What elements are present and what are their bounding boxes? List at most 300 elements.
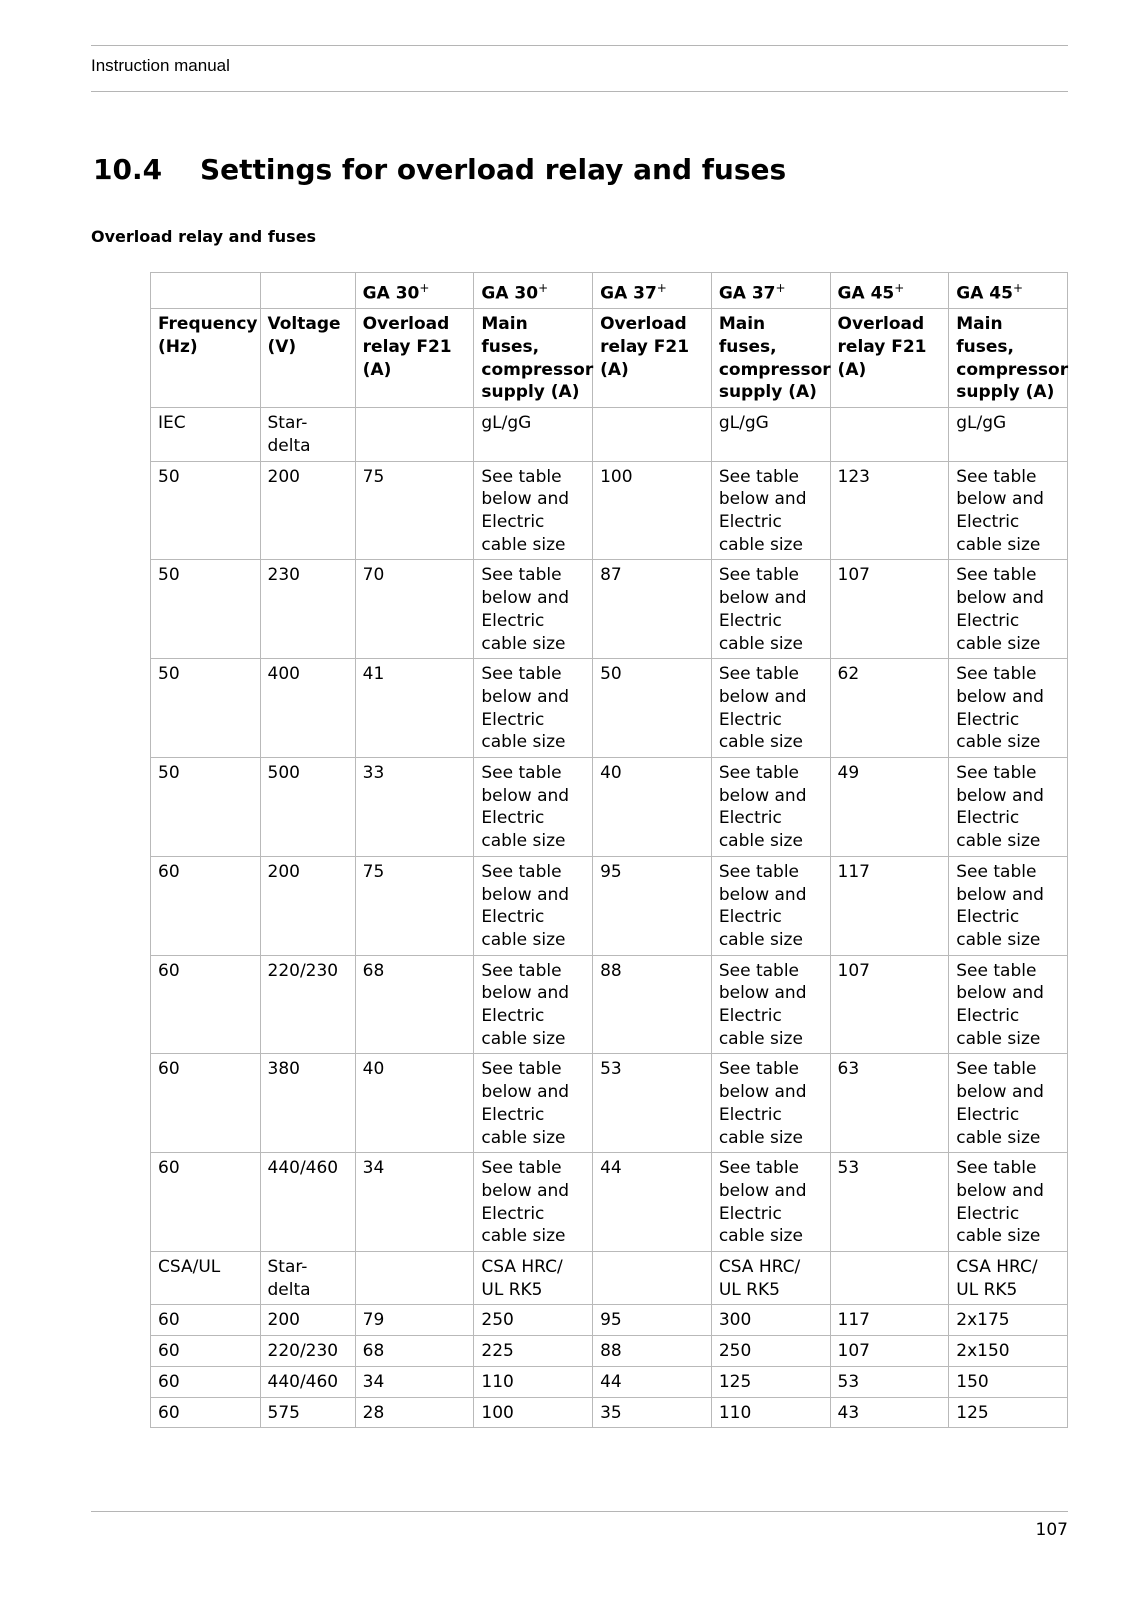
- cell-line: 50: [158, 466, 180, 487]
- table-cell: [711, 560, 830, 659]
- model-name: GA 37: [718, 283, 776, 304]
- table-cell: [260, 1336, 355, 1367]
- cell-line: relay F21: [362, 337, 452, 358]
- cell-line: 75: [362, 861, 385, 882]
- cell-line: 220/230: [267, 1341, 339, 1362]
- cell-line: 68: [362, 1341, 385, 1362]
- cell-line: cable size: [956, 633, 1041, 654]
- cell-line: Electric: [956, 709, 1020, 730]
- cell-line: below and: [481, 983, 570, 1004]
- cell-line: (A): [600, 359, 629, 380]
- table-cell: [355, 1336, 474, 1367]
- table-cell: [593, 1366, 712, 1397]
- cell-line: cable size: [718, 534, 803, 555]
- cell-line: below and: [481, 884, 570, 905]
- cell-line: 63: [837, 1059, 860, 1080]
- model-suffix: +: [775, 281, 786, 295]
- cell-line: 35: [600, 1402, 622, 1423]
- table-body: [151, 408, 1068, 1428]
- table-cell: [593, 1305, 712, 1336]
- table-cell: [355, 1054, 474, 1153]
- cell-line: 50: [158, 565, 180, 586]
- column-header-cell: [355, 309, 474, 408]
- cell-line: 200: [267, 466, 300, 487]
- cell-line: relay F21: [837, 337, 927, 358]
- table-cell: [151, 408, 261, 461]
- table-cell: [151, 955, 261, 1054]
- table-cell: [355, 408, 474, 461]
- cell-line: Electric: [956, 1006, 1020, 1027]
- cell-line: below and: [481, 1180, 570, 1201]
- table-cell: [151, 1366, 261, 1397]
- table-cell: [260, 1252, 355, 1305]
- model-header-cell: [711, 273, 830, 309]
- column-header-cell: [593, 309, 712, 408]
- cell-line: 440/460: [267, 1371, 339, 1392]
- cell-line: Electric: [718, 1203, 782, 1224]
- table-cell: [151, 560, 261, 659]
- cell-line: below and: [956, 983, 1044, 1004]
- table-cell: [593, 1153, 712, 1252]
- cell-line: 41: [362, 664, 385, 685]
- cell-line: Electric: [481, 511, 545, 532]
- cell-line: 575: [267, 1402, 300, 1423]
- cell-line: 34: [362, 1371, 385, 1392]
- model-header-cell: [949, 273, 1068, 309]
- cell-line: cable size: [718, 929, 803, 950]
- cell-line: 107: [837, 565, 870, 586]
- cell-line: 250: [481, 1310, 514, 1331]
- table-cell: [474, 1054, 593, 1153]
- cell-line: 60: [158, 861, 180, 882]
- cell-line: delta: [267, 1279, 311, 1300]
- table-cell: [711, 1305, 830, 1336]
- table-cell: [949, 1366, 1068, 1397]
- cell-line: See table: [718, 1059, 799, 1080]
- cell-line: cable size: [956, 1226, 1041, 1247]
- cell-line: cable size: [481, 732, 566, 753]
- cell-line: 75: [362, 466, 385, 487]
- cell-line: cable size: [481, 633, 566, 654]
- cell-line: Electric: [956, 907, 1020, 928]
- cell-line: cable size: [481, 1127, 566, 1148]
- table-cell: [260, 955, 355, 1054]
- table-cell: [593, 758, 712, 857]
- model-name: GA 45: [837, 283, 895, 304]
- table-cell: [830, 1153, 949, 1252]
- model-name: GA 30: [481, 283, 539, 304]
- cell-line: below and: [481, 588, 570, 609]
- cell-line: Main fuses,: [718, 314, 777, 358]
- table-cell: [830, 758, 949, 857]
- table-row: [151, 1366, 1068, 1397]
- table-cell: [355, 1153, 474, 1252]
- cell-line: CSA HRC/: [481, 1257, 563, 1278]
- table-cell: [711, 758, 830, 857]
- cell-line: Electric: [481, 907, 545, 928]
- table-cell: [260, 461, 355, 560]
- table-cell: [593, 1336, 712, 1367]
- model-header-cell: [830, 273, 949, 309]
- table-cell: [474, 560, 593, 659]
- cell-line: 200: [267, 1310, 300, 1331]
- table-cell: [711, 1054, 830, 1153]
- cell-line: 300: [718, 1310, 752, 1331]
- cell-line: See table: [481, 1158, 562, 1179]
- table-row: [151, 1252, 1068, 1305]
- header-top-rule: [91, 45, 1068, 46]
- cell-line: below and: [481, 686, 570, 707]
- cell-line: below and: [956, 1180, 1044, 1201]
- cell-line: CSA HRC/: [718, 1257, 801, 1278]
- table-cell: [830, 856, 949, 955]
- table-cell: [260, 1366, 355, 1397]
- cell-line: Electric: [481, 1006, 545, 1027]
- table-cell: [260, 560, 355, 659]
- cell-line: See table: [481, 861, 562, 882]
- table-cell: [593, 856, 712, 955]
- table-cell: [355, 955, 474, 1054]
- cell-line: 2x150: [956, 1341, 1010, 1362]
- table-cell: [949, 408, 1068, 461]
- cell-line: Electric: [718, 610, 782, 631]
- table-cell: [593, 1397, 712, 1428]
- table-cell: [593, 955, 712, 1054]
- table-cell: [260, 1054, 355, 1153]
- table-cell: [830, 1366, 949, 1397]
- table-cell: [474, 1305, 593, 1336]
- cell-line: See table: [718, 466, 799, 487]
- cell-line: 44: [600, 1371, 622, 1392]
- cell-line: (Hz): [158, 337, 198, 358]
- cell-line: 107: [837, 960, 870, 981]
- cell-line: UL RK5: [956, 1279, 1018, 1300]
- table-cell: [355, 461, 474, 560]
- table-cell: [593, 659, 712, 758]
- table-cell: [151, 659, 261, 758]
- table-cell: [260, 758, 355, 857]
- cell-line: See table: [956, 466, 1037, 487]
- cell-line: See table: [718, 763, 799, 784]
- running-header: Instruction manual: [91, 56, 230, 75]
- cell-line: relay F21: [600, 337, 690, 358]
- model-name: GA 45: [956, 283, 1013, 304]
- table-cell: [151, 1397, 261, 1428]
- table-cell: [474, 1366, 593, 1397]
- cell-line: below and: [956, 1082, 1044, 1103]
- table-cell: [830, 1054, 949, 1153]
- cell-line: compressor: [956, 359, 1069, 380]
- cell-line: Electric: [718, 511, 782, 532]
- table-cell: [474, 1336, 593, 1367]
- cell-line: 225: [481, 1341, 514, 1362]
- table-cell: [711, 1252, 830, 1305]
- cell-line: 117: [837, 1310, 870, 1331]
- cell-line: Electric: [718, 808, 782, 829]
- cell-line: 95: [600, 861, 622, 882]
- cell-line: Star-: [267, 1257, 308, 1278]
- table-cell: [151, 758, 261, 857]
- cell-line: cable size: [956, 1028, 1041, 1049]
- cell-line: cable size: [956, 534, 1041, 555]
- table-cell: [355, 1305, 474, 1336]
- cell-line: See table: [718, 861, 799, 882]
- cell-line: See table: [481, 1059, 562, 1080]
- cell-line: delta: [267, 435, 311, 456]
- cell-line: 500: [267, 763, 300, 784]
- cell-line: Electric: [481, 610, 545, 631]
- cell-line: below and: [956, 686, 1044, 707]
- cell-line: 60: [158, 1341, 180, 1362]
- table-cell: [151, 856, 261, 955]
- cell-line: below and: [718, 1180, 807, 1201]
- cell-line: cable size: [481, 1226, 566, 1247]
- table-cell: [711, 856, 830, 955]
- cell-line: below and: [956, 884, 1044, 905]
- table-row: [151, 1054, 1068, 1153]
- cell-line: Frequency: [158, 314, 258, 335]
- cell-line: 400: [267, 664, 300, 685]
- cell-line: compressor: [718, 359, 831, 380]
- cell-line: See table: [956, 960, 1037, 981]
- column-header-cell: [949, 309, 1068, 408]
- cell-line: cable size: [481, 1028, 566, 1049]
- model-header-row: [151, 273, 1068, 309]
- cell-line: Electric: [481, 808, 545, 829]
- cell-line: 70: [362, 565, 385, 586]
- cell-line: supply (A): [718, 382, 817, 403]
- table-row: [151, 758, 1068, 857]
- cell-line: 380: [267, 1059, 300, 1080]
- table-cell: [355, 1366, 474, 1397]
- section-title: Settings for overload relay and fuses: [200, 153, 787, 186]
- cell-line: 110: [481, 1371, 514, 1392]
- table-cell: [260, 1397, 355, 1428]
- table-cell: [474, 659, 593, 758]
- table-cell: [949, 461, 1068, 560]
- section-number: 10.4: [93, 153, 163, 186]
- table-cell: [711, 1397, 830, 1428]
- column-header-cell: [151, 309, 261, 408]
- table-subheading: Overload relay and fuses: [91, 227, 317, 246]
- table-row: [151, 1153, 1068, 1252]
- table-cell: [830, 1305, 949, 1336]
- cell-line: below and: [481, 489, 570, 510]
- table-cell: [711, 408, 830, 461]
- table-cell: [260, 659, 355, 758]
- cell-line: See table: [956, 861, 1037, 882]
- model-suffix: +: [656, 281, 667, 295]
- cell-line: gL/gG: [718, 413, 769, 434]
- cell-line: Electric: [718, 709, 782, 730]
- cell-line: See table: [956, 763, 1037, 784]
- cell-line: UL RK5: [481, 1279, 543, 1300]
- table-cell: [830, 1397, 949, 1428]
- table-row: [151, 955, 1068, 1054]
- table-row: [151, 659, 1068, 758]
- cell-line: 28: [362, 1402, 385, 1423]
- cell-line: 95: [600, 1310, 622, 1331]
- cell-line: below and: [956, 588, 1044, 609]
- cell-line: gL/gG: [481, 413, 532, 434]
- cell-line: 34: [362, 1158, 385, 1179]
- cell-line: 40: [600, 763, 622, 784]
- column-header-cell: [260, 309, 355, 408]
- table-row: [151, 461, 1068, 560]
- cell-line: 60: [158, 1371, 180, 1392]
- table-cell: [711, 955, 830, 1054]
- cell-line: below and: [481, 1082, 570, 1103]
- model-header-cell: [474, 273, 593, 309]
- table-cell: [830, 560, 949, 659]
- model-name: GA 30: [362, 283, 420, 304]
- cell-line: 150: [956, 1371, 989, 1392]
- column-header-cell: [711, 309, 830, 408]
- cell-line: See table: [956, 664, 1037, 685]
- cell-line: 60: [158, 1059, 180, 1080]
- cell-line: cable size: [481, 929, 566, 950]
- cell-line: 200: [267, 861, 300, 882]
- cell-line: cable size: [718, 1127, 803, 1148]
- cell-line: 79: [362, 1310, 385, 1331]
- model-suffix: +: [538, 281, 549, 295]
- cell-line: 50: [158, 763, 180, 784]
- cell-line: 60: [158, 1310, 180, 1331]
- table-cell: [474, 955, 593, 1054]
- cell-line: Electric: [956, 511, 1020, 532]
- cell-line: 123: [837, 466, 870, 487]
- cell-line: 2x175: [956, 1310, 1010, 1331]
- cell-line: (A): [362, 359, 392, 380]
- table-cell: [355, 856, 474, 955]
- cell-line: cable size: [956, 732, 1041, 753]
- table-cell: [949, 856, 1068, 955]
- page-number: 107: [1035, 1520, 1068, 1540]
- cell-line: 43: [837, 1402, 860, 1423]
- cell-line: 53: [837, 1371, 860, 1392]
- cell-line: See table: [481, 565, 562, 586]
- cell-line: cable size: [956, 831, 1041, 852]
- cell-line: cable size: [718, 732, 803, 753]
- cell-line: See table: [481, 960, 562, 981]
- table-cell: [830, 1252, 949, 1305]
- table-cell: [949, 1305, 1068, 1336]
- table-cell: [260, 408, 355, 461]
- overload-relay-fuse-table: [150, 272, 1068, 1428]
- cell-line: See table: [956, 565, 1037, 586]
- table-cell: [151, 1054, 261, 1153]
- cell-line: cable size: [956, 1127, 1041, 1148]
- table-cell: [711, 659, 830, 758]
- table-cell: [151, 461, 261, 560]
- cell-line: Overload: [837, 314, 925, 335]
- empty-header-cell: [151, 273, 261, 309]
- cell-line: See table: [481, 763, 562, 784]
- table-cell: [355, 758, 474, 857]
- cell-line: below and: [956, 785, 1044, 806]
- model-suffix: +: [419, 281, 430, 295]
- table-row: [151, 1305, 1068, 1336]
- cell-line: Electric: [956, 1203, 1020, 1224]
- table-cell: [949, 955, 1068, 1054]
- cell-line: below and: [718, 785, 807, 806]
- column-header-row: [151, 309, 1068, 408]
- cell-line: See table: [481, 664, 562, 685]
- table-cell: [151, 1336, 261, 1367]
- cell-line: supply (A): [956, 382, 1055, 403]
- cell-line: CSA/UL: [158, 1257, 221, 1278]
- cell-line: cable size: [956, 929, 1041, 950]
- empty-header-cell: [260, 273, 355, 309]
- cell-line: Electric: [481, 1203, 545, 1224]
- table-cell: [949, 758, 1068, 857]
- table-cell: [474, 461, 593, 560]
- cell-line: 117: [837, 861, 870, 882]
- cell-line: See table: [956, 1059, 1037, 1080]
- table-cell: [474, 1153, 593, 1252]
- cell-line: See table: [718, 960, 799, 981]
- table-cell: [711, 1336, 830, 1367]
- cell-line: 53: [837, 1158, 860, 1179]
- table-cell: [260, 1305, 355, 1336]
- table-cell: [949, 1153, 1068, 1252]
- cell-line: 33: [362, 763, 385, 784]
- cell-line: 60: [158, 1158, 180, 1179]
- footer-rule: [91, 1511, 1068, 1512]
- cell-line: 50: [600, 664, 622, 685]
- table-cell: [593, 1054, 712, 1153]
- table-cell: [949, 1252, 1068, 1305]
- table-cell: [830, 955, 949, 1054]
- model-header-cell: [593, 273, 712, 309]
- table-cell: [474, 1397, 593, 1428]
- cell-line: Electric: [956, 808, 1020, 829]
- cell-line: 440/460: [267, 1158, 339, 1179]
- cell-line: (A): [837, 359, 867, 380]
- table-cell: [355, 659, 474, 758]
- cell-line: below and: [718, 884, 807, 905]
- table-cell: [151, 1305, 261, 1336]
- table-cell: [830, 1336, 949, 1367]
- table-cell: [593, 461, 712, 560]
- table-cell: [949, 1054, 1068, 1153]
- cell-line: 60: [158, 1402, 180, 1423]
- cell-line: See table: [718, 1158, 799, 1179]
- table-cell: [474, 1252, 593, 1305]
- table-cell: [593, 560, 712, 659]
- cell-line: 53: [600, 1059, 622, 1080]
- table-cell: [151, 1153, 261, 1252]
- cell-line: 110: [718, 1402, 752, 1423]
- cell-line: 62: [837, 664, 860, 685]
- cell-line: below and: [718, 1082, 807, 1103]
- table-cell: [474, 758, 593, 857]
- cell-line: 68: [362, 960, 385, 981]
- cell-line: IEC: [158, 413, 186, 434]
- cell-line: 88: [600, 1341, 622, 1362]
- table-cell: [355, 1397, 474, 1428]
- table-cell: [949, 560, 1068, 659]
- table-cell: [830, 659, 949, 758]
- cell-line: Electric: [718, 1006, 782, 1027]
- model-header-cell: [355, 273, 474, 309]
- cell-line: cable size: [481, 534, 566, 555]
- cell-line: See table: [718, 664, 799, 685]
- column-header-cell: [474, 309, 593, 408]
- table-cell: [355, 1252, 474, 1305]
- cell-line: below and: [718, 983, 807, 1004]
- cell-line: gL/gG: [956, 413, 1007, 434]
